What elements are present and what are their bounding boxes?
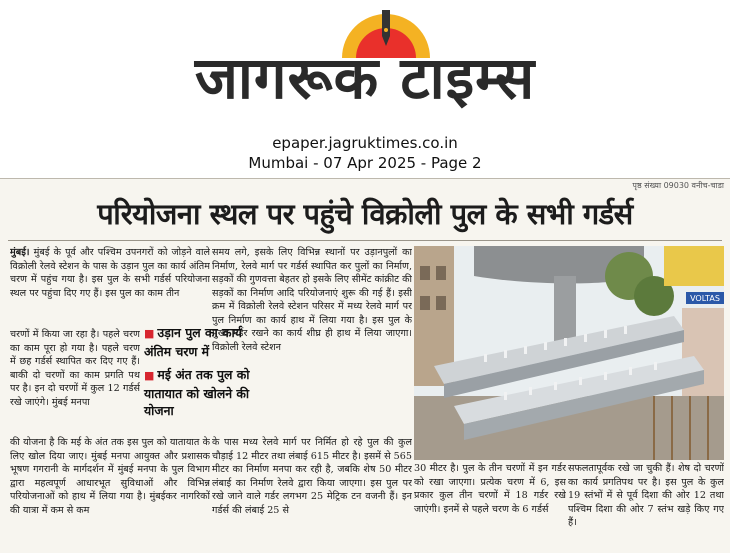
headline-rule (8, 240, 722, 241)
article-column-4 (568, 462, 724, 552)
article-column-1-top (10, 246, 210, 328)
red-square-icon: ■ (144, 369, 155, 382)
photo-sign-text: VOLTAS (690, 294, 720, 303)
article-column-1-mid (10, 328, 140, 436)
masthead (0, 0, 730, 178)
article-column-3 (414, 462, 566, 552)
article-column-1-bottom (10, 436, 210, 552)
red-square-icon: ■ (144, 327, 155, 340)
article-column-2-top (212, 246, 412, 436)
dateline: मुंबई। (10, 247, 30, 258)
col1-mid-text: चरणों में किया जा रहा है। पहले चरण का काम पूरा हो गया है। पहले चरण में छह गर्डर्स स्थापित कर दिए गए हैं। बाकी दो चरणों का काम प्रगति पथ पर है। इन दो चरणों में कुल 12 गर्डर्स रखे जाएंगे। मुंबई मनपा (10, 329, 140, 408)
blurb-2: ■ मई अंत तक पुल को यातायात को खोलने की योजना (144, 367, 250, 418)
col1-bottom-text: की योजना है कि मई के अंत तक इस पुल को यातायात के लिए खोल दिया जाए। मुंबई मनपा आयुक्त और प्रशासक भूषण गगरानी के मार्गदर्शन में मुंबई मनपा के पुल विभाग द्वारा महत्वपूर्ण आधारभूत सुविधाओं और विभिन्न परियोजनाओं को हाथ में लिया गया है। मुंबईकर नागरिकों की यात्रा में कम से कम (10, 437, 210, 516)
top-strip-text: पृष्ठ संख्या 09030 वनीच-चाडा (632, 181, 724, 190)
col4-text: सफलतापूर्वक रखे जा चुकी हैं। शेष दो चरणों का कार्य प्रगतिपथ पर है। इस पुल के कुल 19 स्तंभों में से पूर्व दिशा की ओर 12 तथा पश्चिम दिशा की ओर 7 स्तंभ खड़े किए गए हैं। (568, 463, 724, 528)
logo-title: जागरूक टाइम्स (194, 44, 536, 112)
col1-top-text: मुंबई के पूर्व और पश्चिम उपनगरों को जोड़ने वाले विक्रोली रेलवे स्टेशन के पास के उड़ान पुल का कार्य अंतिम चरण में पहुंच गया है। इस पुल के सभी गर्डर्स परियोजना स्थल पर पहुंचा दिए गए हैं। इस पुल का काम तीन (10, 247, 210, 299)
article-column-2-bottom (212, 436, 412, 552)
article-photo (414, 246, 724, 460)
article-headline: परियोजना स्थल पर पहुंचे विक्रोली पुल के सभी गर्डर्स (97, 197, 633, 231)
blurb-1: ■ उड़ान पुल का कार्य अंतिम चरण में (144, 325, 242, 359)
col2-top-text: समय लगे, इसके लिए विभिन्न स्थानों पर उड़ानपुलों का निर्माण, रेलवे मार्ग पर गर्डर्स स्थापित कर पुलों का निर्माण, सड़कों की गुणवत्ता बेहतर हो इसके लिए सीमेंट कांक्रीट की सड़कों का निर्माण आदि परियोजनाएं शुरू की गई हैं। इसी क्रम में विक्रोली रेलवे स्टेशन परिसर में मध्य रेलवे मार्ग पर पुल निर्माण का कार्य हाथ में लिया गया है। इस पुल के मुख्य गर्डर रखने का कार्य शीघ्र ही हाथ में लिया जाएगा। विक्रोली रेलवे स्टेशन (212, 247, 412, 353)
col3-text: 30 मीटर है। पुल के तीन चरणों में इन गर्डर को रखा जाएगा। प्रत्येक चरण में 6, इस प्रकार कुल तीन चरणों में 18 गर्डर रखे जाएंगी। इनमें से पहले चरण के 6 गर्डर्स (414, 463, 566, 515)
edition-info: Mumbai - 07 Apr 2025 - Page 2 (248, 154, 482, 172)
col2-bottom-text: के पास मध्य रेलवे मार्ग पर निर्मित हो रहे पुल की कुल चौड़ाई 12 मीटर तथा लंबाई 615 मीटर है। इसमें से 565 मीटर का निर्माण मनपा कर रही है, जबकि शेष 50 मीटर लंबाई का निर्माण रेलवे द्वारा किया जाएगा। इस पुल पर रखे जाने वाले गर्डर लगभग 25 मेट्रिक टन वजनी हैं। इन गर्डर्स की लंबाई 25 से (212, 437, 412, 516)
edition-url[interactable]: epaper.jagruktimes.co.in (272, 134, 458, 152)
